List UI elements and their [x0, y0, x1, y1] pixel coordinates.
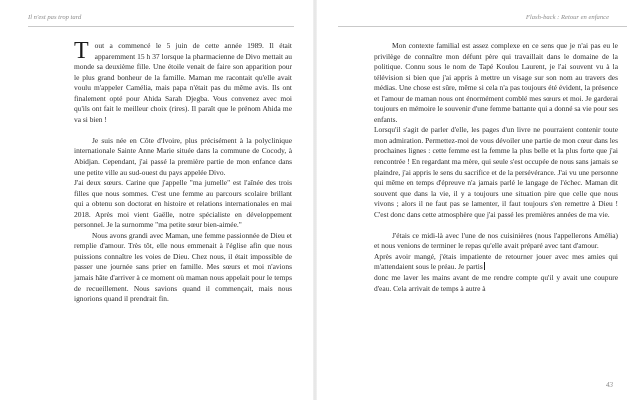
paragraph-midday: J'étais ce midi-là avec l'une de nos cuisinières (nous l'appellerons Amélia) et nous venions de terminer le repas qu'elle avait préparé avec tant d'amour.: [374, 230, 618, 251]
left-running-head: Il n'est pas trop tard: [28, 14, 82, 21]
right-page: [318, 0, 635, 400]
paragraph-sisters: J'ai deux sœurs. Carine que j'appelle "ma jumelle" est l'aînée des trois filles que nous sommes. C'est une femme au parcours scolaire brillant qui a obtenu son doctorat en histoire et relations internationales en mai 2018. Après moi vient Gaëlle, notre spécialiste en développement personnel. Je la surnomme "ma petite sœur bien-aimée.": [74, 178, 292, 230]
paragraph-after-meal-text: Après avoir mangé, j'étais impatiente de retourner jouer avec mes amies qui m'attendaient sous le préau. Je partis: [374, 251, 618, 272]
opening-paragraph: [74, 38, 292, 125]
right-header-rule: [338, 26, 627, 27]
left-page: [0, 0, 312, 400]
left-header-rule: [28, 26, 294, 27]
right-running-head: Flash-back : Retour en enfance: [525, 14, 609, 21]
right-page-text: [374, 41, 618, 294]
paragraph-water-cut: donc me laver les mains avant de me rendre compte qu'il y avait une coupure d'eau. Cela arrivait de temps à autre à: [374, 272, 618, 293]
book-gutter: [313, 0, 317, 400]
paragraph-mother-admiration: Lorsqu'il s'agit de parler d'elle, les pages d'un livre ne pourraient contenir toute mon admiration. Permettez-moi de vous dévoiler une partie de mon cœur dans les prochaines lignes : cette femme est la femme la plus belle et la plus forte que j'ai rencontrée ! En regardant ma mère, qui seule s'est occupée de nous sans jamais se plaindre, j'ai appris le sens du sacrifice et de la persévérance. J'ai vu une personne qui même en temps d'épreuve n'a jamais parlé le langage de l'échec. Maman dit souvent que dans la vie, il y a toujours une situation pire que celle que nous vivons ; alors il ne faut pas se lamenter, il faut toujours s'en remettre à Dieu ! C'est donc dans cette atmosphère que j'ai passé les premières années de ma vie.: [374, 125, 618, 219]
page-number: 43: [606, 381, 613, 389]
drop-cap-letter: T: [74, 38, 89, 64]
paragraph-after-meal: [374, 252, 618, 273]
text-cursor: [484, 262, 485, 270]
paragraph-birthplace: Je suis née en Côte d'Ivoire, plus précisément à la polyclinique internationale Sainte Anne Marie située dans la commune de Cocody, à Abidjan. Cependant, j'ai passé la première partie de mon enfance dans une petite ville au sud-ouest du pays appelée Divo.: [74, 135, 292, 177]
opening-paragraph-text: out a commencé le 5 juin de cette année 1989. Il était apparemment 15 h 37 lorsque la pharmacienne de Divo mettait au monde sa deuxième fille. Une étoile venait de faire son apparition pour le plus grand bonheur de la famille. Maman me racontait qu'elle avait voulu m'appeler Camélia, mais papa n'était pas du même avis. Ils ont finalement opté pour Ahida Sarah Djegba. Vous convenez avec moi qu'ils ont fait le meilleur choix (rires). Il paraît que le prénom Ahida me va si bien !: [74, 41, 292, 124]
paragraph-mother-faith: Nous avons grandi avec Maman, une femme passionnée de Dieu et remplie d'amour. Très tôt, elle nous emmenait à l'église afin que nous puissions connaître les voies de Dieu. Chez nous, il était impossible de passer une journée sans prier en famille. Mes sœurs et moi n'avions jamais hâte d'arriver à ce moment où maman nous appelait pour le temps de recueillement. Nous savions quand il commençait, mais nous ignorions quand il prendrait fin.: [74, 230, 292, 304]
left-page-text: [74, 38, 292, 305]
paragraph-family-context: Mon contexte familial est assez complexe en ce sens que je n'ai pas eu le privilège de connaître mon défunt père qui travaillait dans le domaine de la politique. Connu sous le nom de Tapé Koulou Laurent, je l'ai souvent vu à la télévision si bien que j'ai appris à mettre un visage sur son nom au travers des médias. Une chose est sûre, même si cela n'a pas toujours été évident, la présence et l'amour de maman nous ont énormément comblé mes sœurs et moi. Je garderai toujours en mémoire le souvenir d'une femme battante qui a donné sa vie pour ses enfants.: [374, 41, 618, 124]
